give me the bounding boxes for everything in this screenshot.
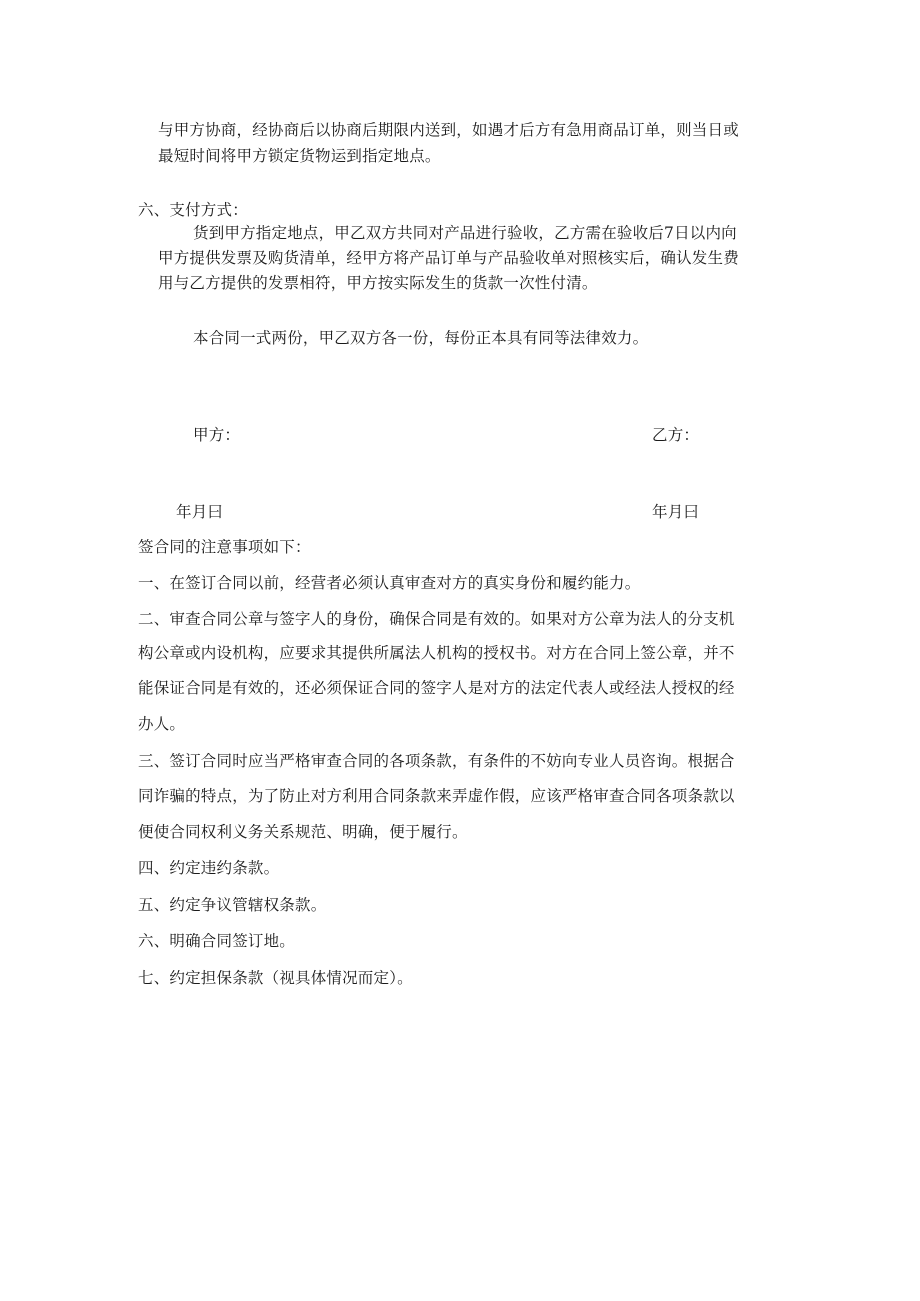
note-item-3-line-1: 三、签订合同时应当严格审查合同的各项条款，有条件的不妨向专业人员咨询。根据合: [138, 752, 735, 770]
party-a-label: 甲方：: [193, 426, 241, 444]
note-item-1: 一、在签订合同以前，经营者必须认真审查对方的真实身份和履约能力。: [138, 574, 641, 592]
delivery-line-1: 与甲方协商，经协商后以协商后期限内送到，如遇才后方有急用商品订单，则当日或: [158, 121, 739, 139]
note-item-6: 六、明确合同签订地。: [138, 932, 296, 950]
payment-line-1: 货到甲方指定地点，甲乙双方共同对产品进行验收，乙方需在验收后7日以内向: [193, 224, 737, 242]
note-item-3-line-3: 便使合同权利义务关系规范、明确，便于履行。: [138, 823, 468, 841]
note-item-4: 四、约定违约条款。: [138, 859, 280, 877]
delivery-line-2: 最短时间将甲方锁定货物运到指定地点。: [158, 147, 441, 165]
note-item-2-line-2: 构公章或内设机构，应要求其提供所属法人机构的授权书。对方在合同上签公章，并不: [138, 644, 735, 662]
note-item-2-line-1: 二、审查合同公章与签字人的身份，确保合同是有效的。如果对方公章为法人的分支机: [138, 610, 735, 628]
party-b-label: 乙方：: [652, 426, 700, 444]
note-item-5: 五、约定争议管辖权条款。: [138, 896, 327, 914]
copies-statement: 本合同一式两份，甲乙双方各一份，每份正本具有同等法律效力。: [193, 329, 649, 347]
note-item-2-line-3: 能保证合同是有效的，还必须保证合同的签字人是对方的法定代表人或经法人授权的经: [138, 679, 735, 697]
party-a-date: 年月曰: [176, 503, 224, 521]
note-item-2-line-4: 办人。: [138, 715, 186, 733]
payment-line-3: 用与乙方提供的发票相符，甲方按实际发生的货款一次性付清。: [158, 274, 598, 292]
note-item-3-line-2: 同诈骗的特点，为了防止对方利用合同条款来弄虚作假，应该严格审查合同各项条款以: [138, 787, 735, 805]
payment-line-2: 甲方提供发票及购货清单，经甲方将产品订单与产品验收单对照核实后，确认发生费: [158, 249, 739, 267]
note-item-7: 七、约定担保条款（视具体情况而定）。: [138, 969, 413, 987]
payment-heading: 六、支付方式：: [138, 201, 248, 219]
notes-title: 签合同的注意事项如下：: [138, 538, 311, 556]
party-b-date: 年月曰: [652, 503, 700, 521]
